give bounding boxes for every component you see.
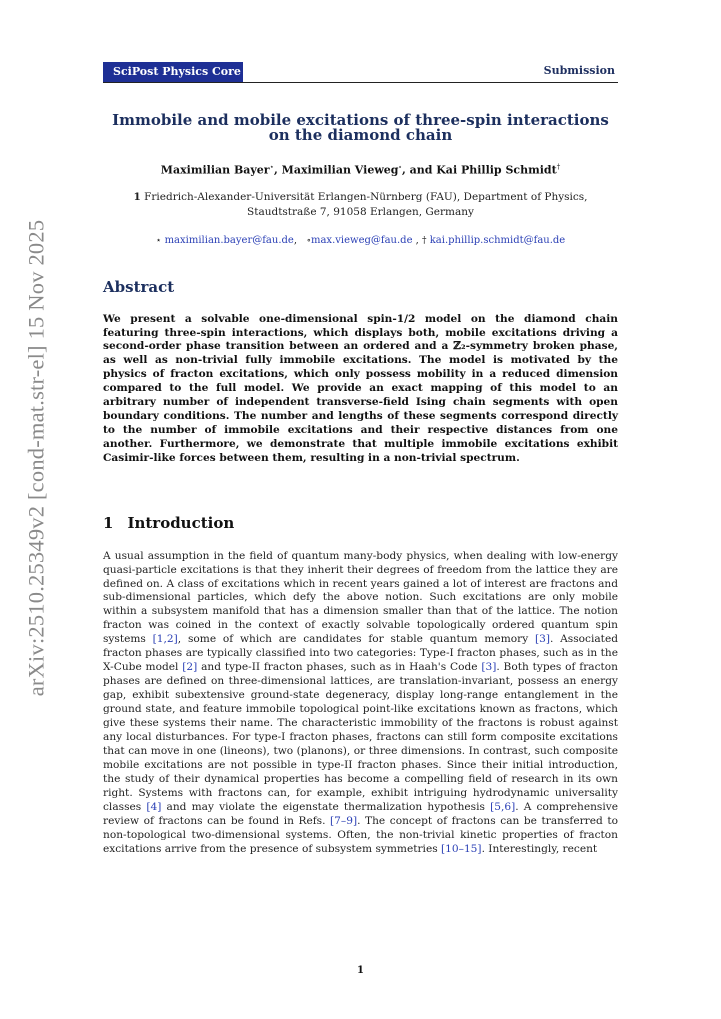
citation-link[interactable]: [7–9] <box>330 814 358 827</box>
citation-link[interactable]: [5,6] <box>490 800 516 813</box>
citation-link[interactable]: [3] <box>481 661 497 674</box>
citation-link[interactable]: [10–15] <box>441 842 482 855</box>
author-mark: † <box>556 163 561 171</box>
affiliation-text: Friedrich-Alexander-Universität Erlangen-Nürnberg (FAU), Department of Physics, Staudtstraße 7, 91058 Erlangen, Germany <box>144 190 588 218</box>
citation-link[interactable]: [4] <box>146 800 162 813</box>
journal-badge: SciPost Physics Core <box>103 62 243 82</box>
citation-link[interactable]: [1,2] <box>152 633 178 646</box>
introduction-heading <box>103 514 618 532</box>
arxiv-stamp <box>16 219 56 697</box>
submission-label: Submission <box>543 64 615 77</box>
introduction-paragraph: A usual assumption in the field of quantum many-body physics, when dealing with low-energy quasi-particle excitations is that they inherit their degrees of freedom from the lattice they are defined on. A class of excitations which in recent years gained a lot of interest are fractons and sub-dimensional particles, which defy the above notion. Such excitations are only mobile within a subsystem manifold that has a dimension smaller than that of the lattice. The notion fracton was coined in the context of exactly solvable topologically ordered quantum spin systems [1,2], some of which are candidates for stable quantum memory [3]. Associated fracton phases are typically classified into two categories: Type-I fracton phases, such as in the X-Cube model [2] and type-II fracton phases, such as in Haah's Code [3]. Both types of fracton phases are defined on three-dimensional lattices, are translation-invariant, possess an energy gap, exhibit subextensive ground-state degeneracy, display long-range entanglement in the ground state, and feature immobile topological point-like excitations known as fractons, which give these systems their name. The characteristic immobility of the fractons is robust against any local disturbances. For type-I fracton phases, fractons can still form composite excitations that can move in one (lineons), two (planons), or three dimensions. In contrast, such composite mobile excitations are not possible in type-II fracton phases. Since their initial introduction, the study of their dynamical properties has become a compelling field of research in its own right. Systems with fractons can, for example, exhibit intriguing hydrodynamic universality classes [4] and may violate the eigenstate thermalization hypothesis [5,6]. A comprehensive review of fractons can be found in Refs. [7–9]. The concept of fractons can be transferred to non-topological two-dimensional systems. Often, the non-trivial kinetic properties of fracton excitations arrive from the presence of subsystem symmetries [10–15]. Interestingly, recent <box>103 549 619 855</box>
page-number: 1 <box>357 965 364 976</box>
author-mark: ⋆ <box>269 163 274 171</box>
paper-page <box>103 60 618 857</box>
author-name: Maximilian Bayer <box>160 163 270 177</box>
arxiv-id: arXiv:2510.25349v2 [cond-mat.str-el] 15 Nov 2025 <box>23 219 49 697</box>
citation-link[interactable]: [2] <box>182 661 198 674</box>
affiliation <box>103 190 618 220</box>
email-list: ⋆ maximilian.bayer@fau.de, ∘max.vieweg@fau.de , † kai.phillip.schmidt@fau.de <box>155 234 566 246</box>
email-link[interactable]: max.vieweg@fau.de <box>310 234 413 246</box>
affiliation-number: 1 <box>133 190 141 203</box>
email-link[interactable]: kai.phillip.schmidt@fau.de <box>429 234 566 246</box>
page-header <box>103 60 618 83</box>
author-name: Kai Phillip Schmidt <box>436 163 557 177</box>
citation-link[interactable]: [3] <box>534 633 550 646</box>
paper-title: Immobile and mobile excitations of three-spin interactions on the diamond chain <box>112 111 609 144</box>
section-number: 1 <box>103 513 114 532</box>
author-name: Maximilian Vieweg <box>281 163 399 177</box>
author-list: Maximilian Bayer⋆, Maximilian Vieweg∘, and Kai Phillip Schmidt† <box>160 163 561 177</box>
section-title: Introduction <box>127 513 235 532</box>
email-link[interactable]: maximilian.bayer@fau.de <box>164 234 294 246</box>
abstract-text: We present a solvable one-dimensional spin-1/2 model on the diamond chain featuring three-spin interactions, which displays both, mobile excitations driving a second-order phase transition between an ordered and a ℤ₂-symmetry broken phase, as well as non-trivial fully immobile excitations. The model is motivated by the physics of fracton excitations, which only possess mobility in a reduced dimension compared to the full model. We provide an exact mapping of this model to an arbitrary number of independent transverse-field Ising chain segments with open boundary conditions. The number and lengths of these segments correspond directly to the number of immobile excitations and their respective distances from one another. Furthermore, we demonstrate that multiple immobile excitations exhibit Casimir-like forces between them, resulting in a non-trivial spectrum. <box>103 312 618 464</box>
abstract-heading: Abstract <box>103 277 175 296</box>
author-mark: ∘ <box>398 163 402 171</box>
